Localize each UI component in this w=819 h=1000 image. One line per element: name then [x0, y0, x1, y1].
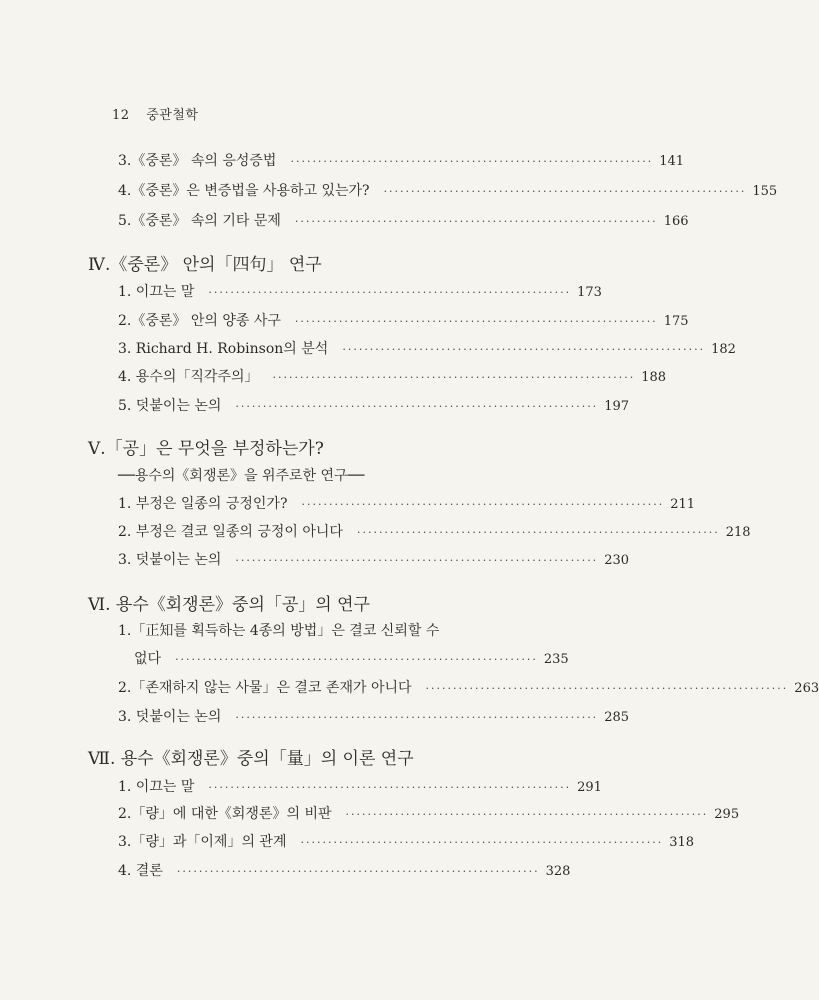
toc-entry [118, 549, 630, 569]
toc-entry-page: 263 [794, 681, 819, 696]
toc-entry [118, 210, 689, 230]
toc-entry-page: 235 [543, 652, 569, 667]
toc-entry-label: 1. 부정은 일종의 긍정인가? [118, 496, 288, 512]
section-heading-4: Ⅳ.《중론》 안의「四句」 연구 [88, 255, 322, 275]
dot-leader: ·································································· [294, 315, 658, 328]
toc-entry-page: 318 [669, 835, 695, 850]
toc-entry-label: 5.《중론》 속의 기타 문제 [118, 213, 281, 229]
toc-entry [118, 281, 602, 301]
toc-entry [118, 706, 630, 726]
toc-entry-page: 285 [604, 710, 630, 725]
dot-leader: ·································································· [425, 682, 789, 695]
toc-entry-page: 175 [663, 314, 689, 329]
toc-entry-page: 230 [604, 553, 630, 568]
toc-entry [118, 521, 751, 541]
dot-leader: ·································································· [383, 185, 747, 198]
toc-entry-label: 3.《중론》 속의 응성증법 [118, 153, 277, 169]
dot-leader: ·································································· [208, 286, 572, 299]
section-heading-5: Ⅴ.「공」은 무엇을 부정하는가? [88, 439, 324, 459]
section-heading-7: Ⅶ. 용수《회쟁론》중의「量」의 이론 연구 [88, 749, 414, 769]
toc-entry-page: 295 [714, 807, 740, 822]
toc-entry-label: 1. 이끄는 말 [118, 284, 195, 300]
running-header [112, 104, 198, 123]
header-title: 중관철학 [146, 108, 199, 123]
toc-entry-label: 3.「량」과「이제」의 관계 [118, 834, 287, 850]
toc-entry-page: 166 [663, 214, 689, 229]
dot-leader: ·································································· [235, 400, 599, 413]
toc-entry-page: 291 [577, 780, 602, 795]
dot-leader: ·································································· [345, 808, 709, 821]
toc-entry [118, 150, 685, 170]
dot-leader: ·································································· [235, 711, 599, 724]
toc-entry-page: 155 [752, 184, 778, 199]
dot-leader: ·································································· [290, 155, 654, 168]
toc-entry-page: 211 [670, 497, 696, 512]
section-subtitle-5: ──용수의《회쟁론》을 위주로한 연구── [118, 468, 365, 484]
toc-entry-page: 141 [659, 154, 685, 169]
toc-entry-page: 197 [604, 399, 630, 414]
toc-entry [118, 803, 740, 823]
dot-leader: ·································································· [301, 498, 665, 511]
toc-entry [118, 831, 695, 851]
toc-entry-label: 2.「존재하지 않는 사물」은 결코 존재가 아니다 [118, 680, 412, 696]
toc-entry [134, 648, 569, 668]
toc-entry-label: 2.「량」에 대한《회쟁론》의 비판 [118, 806, 332, 822]
dot-leader: ·································································· [294, 215, 658, 228]
dot-leader: ·································································· [208, 781, 572, 794]
toc-entry [118, 366, 667, 386]
toc-entry-label: 3. 덧붙이는 논의 [118, 552, 222, 568]
toc-entry-label: 3. Richard H. Robinson의 분석 [118, 341, 329, 357]
toc-entry-label: 2. 부정은 결코 일종의 긍정이 아니다 [118, 524, 343, 540]
dot-leader: ·································································· [175, 653, 538, 666]
toc-entry-label: 4. 결론 [118, 863, 163, 879]
dot-leader: ·································································· [342, 343, 706, 356]
header-page-number: 12 [112, 108, 130, 123]
toc-entry-page: 173 [577, 285, 602, 300]
toc-entry-label-line1: 1.「正知를 획득하는 4종의 방법」은 결코 신뢰할 수 [118, 623, 440, 639]
toc-entry-label: 1. 이끄는 말 [118, 779, 195, 795]
dot-leader: ·································································· [356, 526, 720, 539]
toc-entry-page: 218 [725, 525, 751, 540]
toc-entry [118, 395, 630, 415]
dot-leader: ·································································· [300, 836, 664, 849]
toc-entry-label: 4. 용수의「직각주의」 [118, 369, 259, 385]
toc-entry-page: 188 [641, 370, 667, 385]
toc-entry [118, 338, 736, 358]
toc-entry-label: 4.《중론》은 변증법을 사용하고 있는가? [118, 183, 370, 199]
toc-entry-label-line2: 없다 [134, 651, 162, 667]
toc-entry-label: 2.《중론》 안의 양종 사구 [118, 313, 281, 329]
toc-entry [118, 860, 571, 880]
section-heading-6: Ⅵ. 용수《회쟁론》중의「공」의 연구 [88, 595, 370, 615]
toc-entry [118, 677, 819, 697]
dot-leader: ·································································· [272, 371, 636, 384]
toc-entry [118, 310, 689, 330]
toc-entry [118, 776, 602, 796]
toc-entry-label: 5. 덧붙이는 논의 [118, 398, 222, 414]
toc-entry [118, 180, 778, 200]
toc-entry-page: 328 [545, 864, 571, 879]
dot-leader: ·································································· [176, 865, 540, 878]
toc-entry [118, 493, 696, 513]
toc-entry-page: 182 [711, 342, 736, 357]
dot-leader: ·································································· [235, 554, 599, 567]
toc-entry-label: 3. 덧붙이는 논의 [118, 709, 222, 725]
